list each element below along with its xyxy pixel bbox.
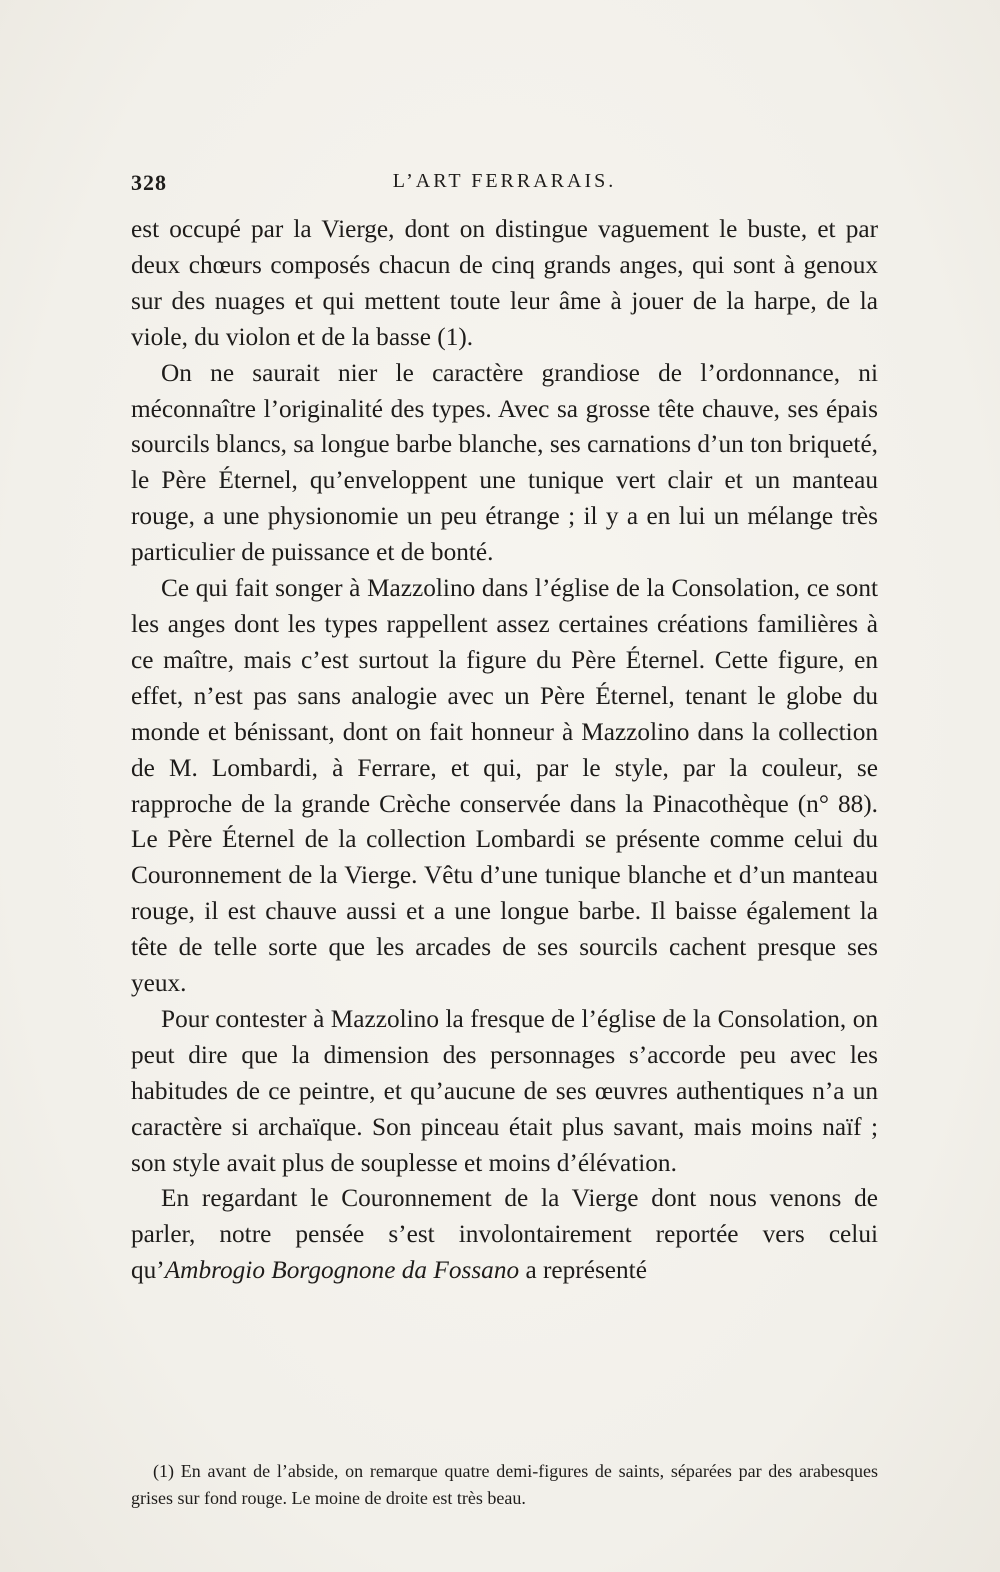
body-text — [131, 212, 878, 1289]
paragraph-3: Ce qui fait songer à Mazzolino dans l’église de la Consolation, ce sont les anges dont les types rappellent assez certaines créations familières à ce maître, mais c’est surtout la figure du Père Éternel. Cette figure, en effet, n’est pas sans analogie avec un Père Éternel, tenant le globe du monde et bénissant, dont on fait honneur à Mazzolino dans la collection de M. Lombardi, à Ferrare, et qui, par le style, par la couleur, se rapproche de la grande Crèche conservée dans la Pinacothèque (n° 88). Le Père Éternel de la collection Lombardi se présente comme celui du Couronnement de la Vierge. Vêtu d’une tunique blanche et d’un manteau rouge, il est chauve aussi et a une longue barbe. Il baisse également la tête de telle sorte que les arcades de ses sourcils cachent presque ses yeux. — [131, 574, 878, 998]
paragraph-4: Pour contester à Mazzolino la fresque de l’église de la Consolation, on peut dire que la dimension des personnages s’accorde peu avec les habitudes de ce peintre, et qu’aucune de ses œuvres authentiques n’a un caractère si archaïque. Son pinceau était plus savant, mais moins naïf ; son style avait plus de souplesse et moins d’élévation. — [131, 1004, 878, 1177]
footnote-text: (1) En avant de l’abside, on remarque quatre demi-figures de saints, séparées par des arabesques grises sur fond rouge. Le moine de droite est très beau. — [131, 1461, 878, 1508]
running-title: L’ART FERRARAIS. — [392, 170, 617, 192]
page-header — [131, 170, 878, 200]
page-number: 328 — [131, 170, 167, 195]
paragraph-2: On ne saurait nier le caractère grandiose de l’ordonnance, ni méconnaître l’originalité des types. Avec sa grosse tête chauve, ses épais sourcils blancs, sa longue barbe blanche, ses carnations d’un ton briqueté, le Père Éternel, qu’enveloppent une tunique vert clair et un manteau rouge, a une physionomie un peu étrange ; il y a en lui un mélange très particulier de puissance et de bonté. — [131, 358, 878, 567]
paragraph-5-text-before: En regardant le Couronnement de la Vierge dont nous venons de parler, notre pensée s’est involontairement reportée vers celui qu’ — [131, 1184, 878, 1285]
artist-name-italic: Ambrogio Borgognone da Fossano — [164, 1256, 520, 1285]
paragraph-5 — [131, 1181, 878, 1289]
paragraph-1: est occupé par la Vierge, dont on distingue vaguement le buste, et par deux chœurs composés chacun de cinq grands anges, qui sont à genoux sur des nuages et qui mettent toute leur âme à jouer de la harpe, de la viole, du violon et de la basse (1). — [131, 215, 878, 351]
paragraph-5-text-after: a représenté — [519, 1256, 647, 1285]
footnote — [131, 1458, 878, 1512]
